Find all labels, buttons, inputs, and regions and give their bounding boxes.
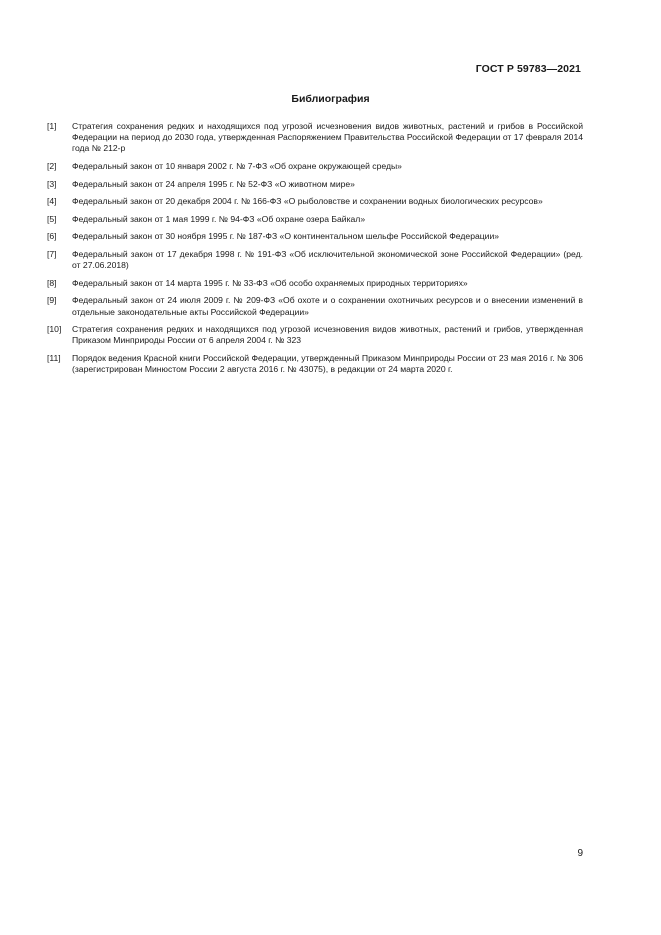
- entry-number: [8]: [47, 277, 57, 288]
- entry-number: [9]: [47, 295, 57, 306]
- entry-number: [2]: [47, 161, 57, 171]
- entry-text: Стратегия сохранения редких и находящихся под угрозой исчезновения видов животных, растений и грибов в Российской Федерации на период до 2030 года, утвержденная Распоряжением Правительства Российской Федерации от 17 февраля 2014 года № 212-р: [72, 121, 583, 154]
- bibliography-entry: [47, 324, 583, 346]
- entry-text: Федеральный закон от 10 января 2002 г. № 7-ФЗ «Об охране окружающей среды»: [72, 161, 402, 171]
- bibliography-entry: [47, 179, 583, 190]
- entry-number: [1]: [47, 121, 57, 131]
- entry-text: Федеральный закон от 14 марта 1995 г. № 33-ФЗ «Об особо охраняемых природных территориях»: [72, 277, 468, 288]
- section-title: Библиография: [291, 93, 370, 105]
- bibliography-entry: [47, 196, 583, 207]
- entry-text: Федеральный закон от 17 декабря 1998 г. № 191-ФЗ «Об исключительной экономической зоне Российской Федерации» (ред. от 27.06.2018): [72, 248, 583, 271]
- entry-number: [3]: [47, 178, 57, 189]
- entry-text: Федеральный закон от 30 ноября 1995 г. № 187-ФЗ «О континентальном шельфе Российской Федерации»: [72, 231, 500, 242]
- bibliography-entry: [47, 353, 583, 375]
- entry-number: [6]: [47, 231, 57, 242]
- entry-text: Стратегия сохранения редких и находящихся под угрозой исчезновения видов животных, растений и грибов, утвержденная Приказом Минприроды России от 6 апреля 2004 г. № 323: [72, 324, 583, 346]
- bibliography-entry: [47, 295, 583, 317]
- document-code: ГОСТ Р 59783—2021: [475, 63, 581, 75]
- entry-text: Федеральный закон от 24 июля 2009 г. № 209-ФЗ «Об охоте и о сохранении охотничьих ресурсов и о внесении изменений в отдельные законодательные акты Российской Федерации»: [72, 295, 583, 317]
- entry-text: Порядок ведения Красной книги Российской Федерации, утвержденный Приказом Минприроды России от 23 мая 2016 г. № 306 (зарегистрирован Минюстом России 2 августа 2016 г. № 43075), в редакции от 24 марта 2020 г.: [72, 352, 583, 375]
- bibliography-entry: [47, 214, 583, 225]
- entry-number: [4]: [47, 196, 57, 207]
- entry-number: [11]: [47, 352, 61, 363]
- bibliography-entry: [47, 278, 583, 289]
- entry-number: [10]: [47, 324, 62, 335]
- bibliography-list: [47, 121, 583, 382]
- bibliography-entry: [47, 161, 583, 172]
- page-number: 9: [577, 848, 583, 859]
- entry-number: [7]: [47, 248, 57, 259]
- bibliography-entry: [47, 231, 583, 242]
- bibliography-entry: [47, 249, 583, 271]
- entry-text: Федеральный закон от 20 декабря 2004 г. № 166-ФЗ «О рыболовстве и сохранении водных биологических ресурсов»: [72, 196, 543, 207]
- entry-text: Федеральный закон от 24 апреля 1995 г. № 52-ФЗ «О животном мире»: [72, 178, 355, 189]
- entry-number: [5]: [47, 213, 57, 224]
- bibliography-entry: [47, 121, 583, 155]
- entry-text: Федеральный закон от 1 мая 1999 г. № 94-ФЗ «Об охране озера Байкал»: [72, 213, 366, 224]
